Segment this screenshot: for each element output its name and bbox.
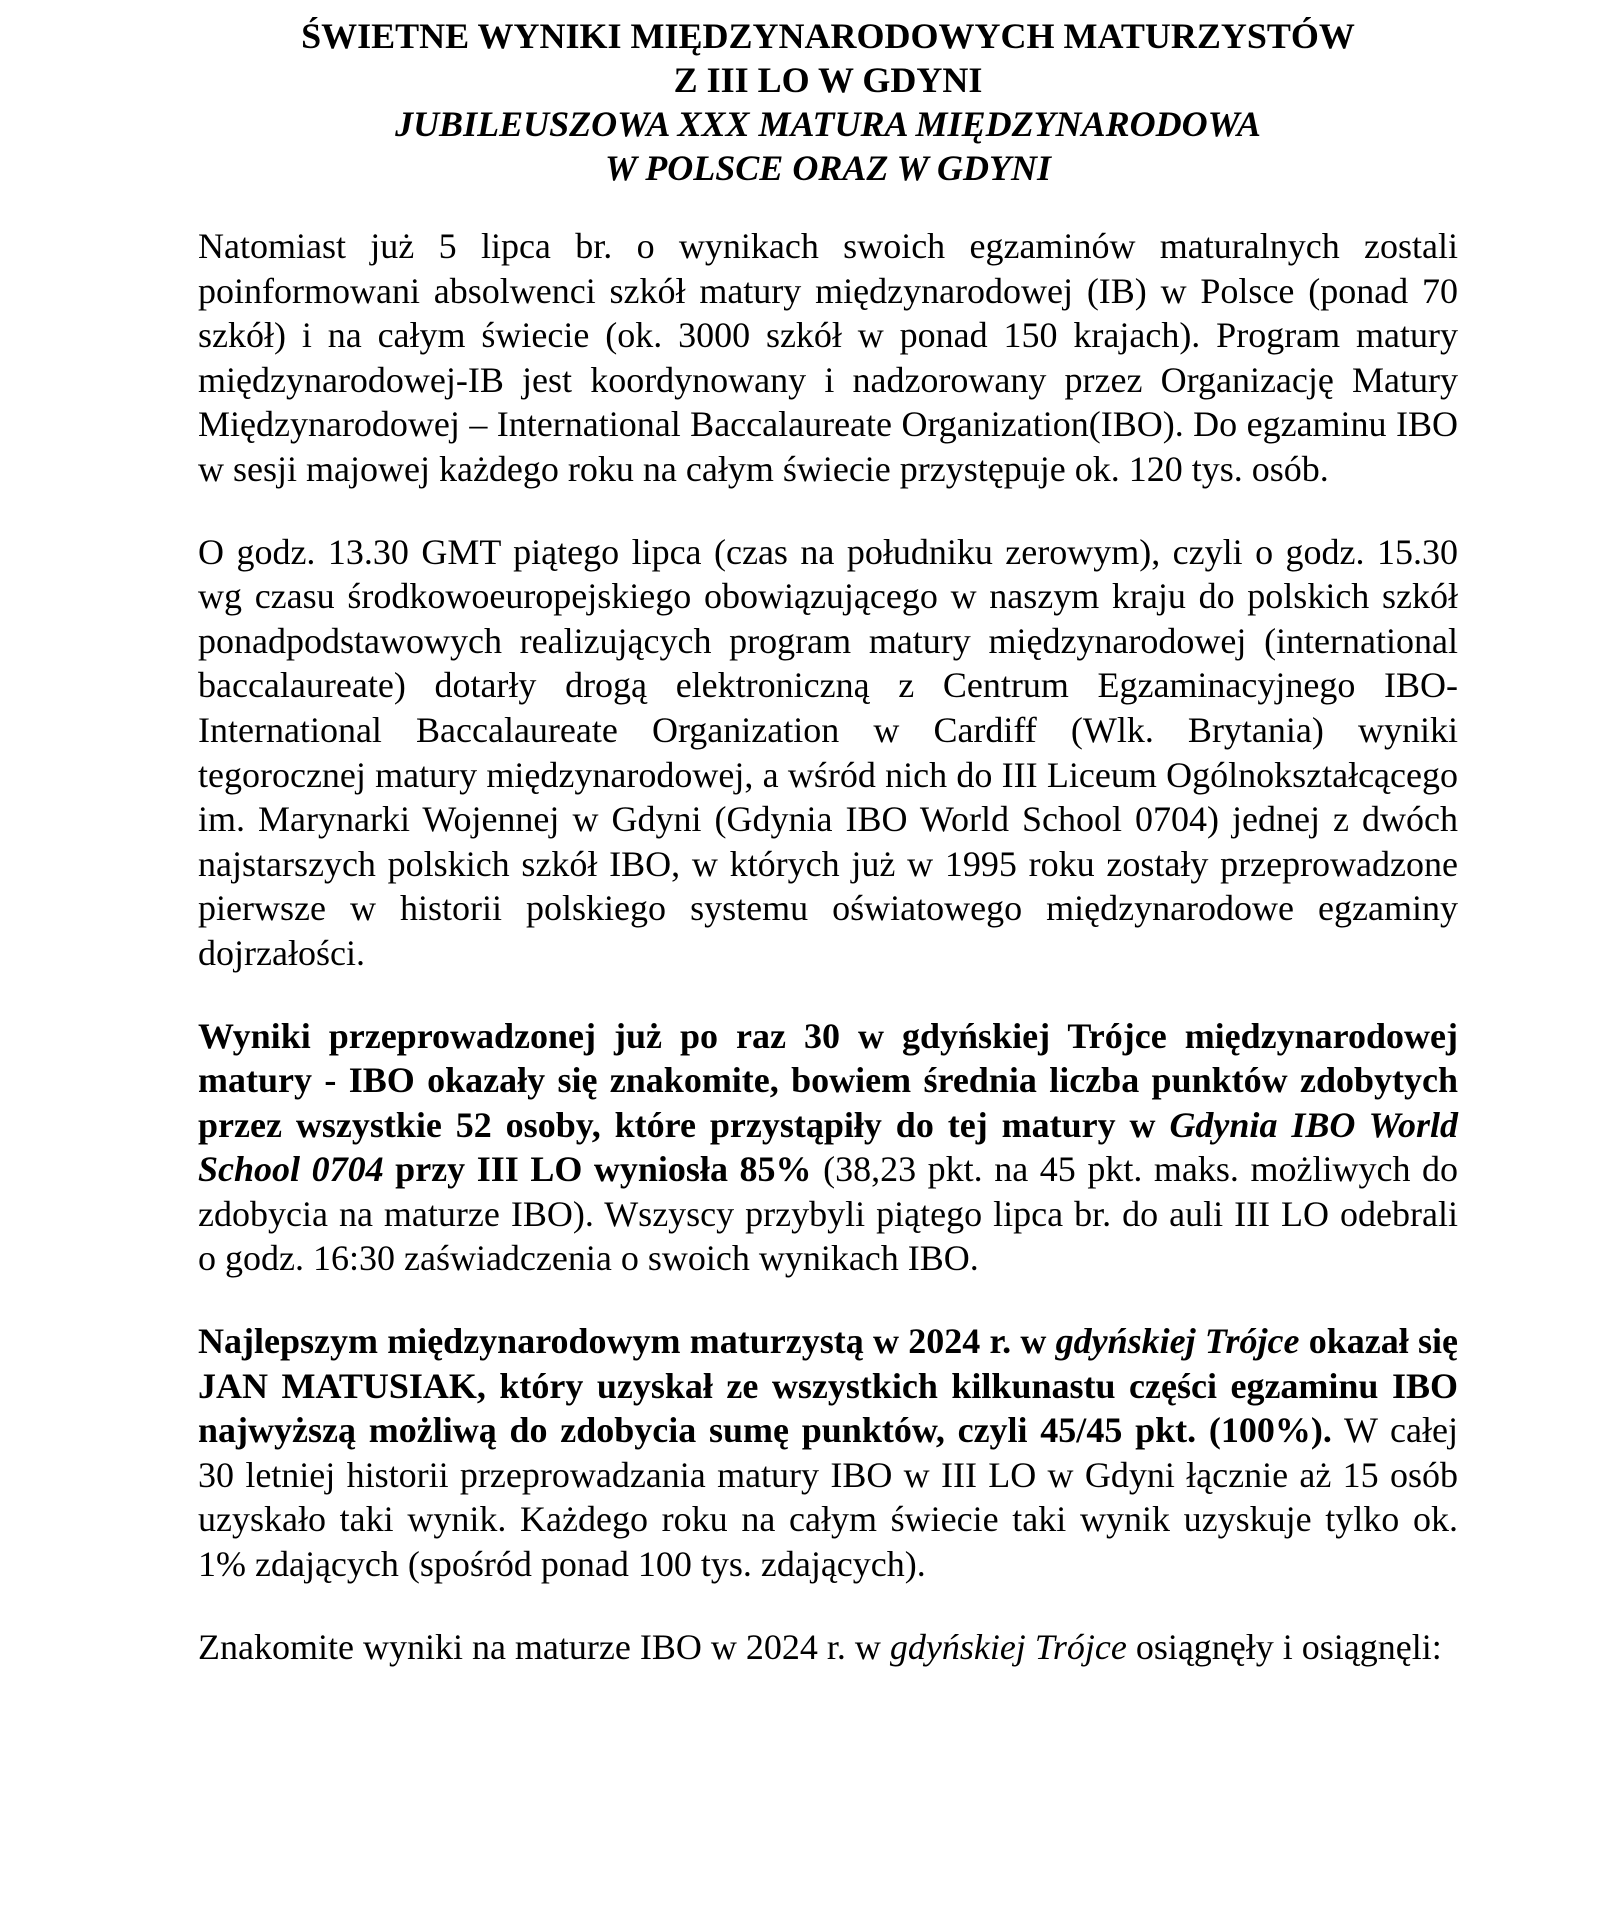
subtitle-line-2: W POLSCE ORAZ W GDYNI — [604, 148, 1052, 188]
paragraph-5-school-nickname: gdyńskiej Trójce — [889, 1626, 1127, 1667]
paragraph-3-bold-a: Wyniki przeprowadzonej już po raz 30 w gdyńskiej Trójce międzynarodowej matury - IBO okazały się znakomite, bowiem średnia liczba punktów zdobytych przez wszystkie 52 osoby, które przystąpiły do tej matury w — [198, 1015, 1458, 1145]
paragraph-4-bold-b: okazał się JAN MATUSIAK, który uzyskał ze wszystkich kilkunastu części egzaminu IBO najwyższą możliwą do zdobycia sumę punktów, czyli 45/45 pkt. (100%). — [198, 1321, 1459, 1451]
paragraph-3-bold-b: przy III LO wyniosła 85% — [395, 1149, 812, 1190]
paragraph-3-normal: (38,23 pkt. na 45 pkt. maks. możliwych do zdobycia na maturze IBO). Wszyscy przybyli piątego lipca br. do auli III LO odebrali o godz. 16:30 zaświadczenia o swoich wynikach IBO. — [198, 1149, 1459, 1279]
paragraph-average-score — [198, 1014, 1458, 1282]
document-header — [198, 14, 1458, 190]
paragraph-4-bold-a: Najlepszym międzynarodowym maturzystą w 2024 r. w — [198, 1321, 1047, 1362]
paragraph-ib-results-announcement — [198, 224, 1458, 492]
paragraph-5-text-a: Znakomite wyniki na maturze IBO w 2024 r. w — [198, 1626, 881, 1667]
title-line-2: Z III LO W GDYNI — [673, 60, 983, 100]
paragraph-3-school-name: Gdynia IBO World School 0704 — [198, 1104, 1458, 1190]
paragraph-results-arrival — [198, 530, 1458, 976]
paragraph-4-school-nickname: gdyńskiej Trójce — [1055, 1321, 1300, 1362]
paragraph-4-normal: W całej 30 letniej historii przeprowadzania matury IBO w III LO w Gdyni łącznie aż 15 osób uzyskało taki wynik. Każdego roku na całym świecie taki wynik uzyskuje tylko ok. 1% zdających (spośród ponad 100 tys. zdających). — [198, 1410, 1458, 1585]
paragraph-excellent-results-intro — [198, 1625, 1458, 1670]
paragraph-2-text: O godz. 13.30 GMT piątego lipca (czas na południku zerowym), czyli o godz. 15.30 wg czasu środkowoeuropejskiego obowiązującego w naszym kraju do polskich szkół ponadpodstawowych realizujących program matury międzynarodowej (international baccalaureate) dotarły drogą elektroniczną z Centrum Egzaminacyjnego IBO-International Baccalaureate Organization w Cardiff (Wlk. Brytania) wyniki tegorocznej matury międzynarodowej, a wśród nich do III Liceum Ogólnokształcącego im. Marynarki Wojennej w Gdyni (Gdynia IBO World School 0704) jednej z dwóch najstarszych polskich szkół IBO, w których już w 1995 roku zostały przeprowadzone pierwsze w historii polskiego systemu oświatowego międzynarodowe egzaminy dojrzałości. — [198, 531, 1458, 973]
document-page — [198, 0, 1458, 1707]
paragraph-1-text: Natomiast już 5 lipca br. o wynikach swoich egzaminów maturalnych zostali poinformowani absolwenci szkół matury międzynarodowej (IB) w Polsce (ponad 70 szkół) i na całym świecie (ok. 3000 szkół w ponad 150 krajach). Program matury międzynarodowej-IB jest koordynowany i nadzorowany przez Organizację Matury Międzynarodowej – International Baccalaureate Organization(IBO). Do egzaminu IBO w sesji majowej każdego roku na całym świecie przystępuje ok. 120 tys. osób. — [198, 226, 1458, 489]
subtitle-line-1: JUBILEUSZOWA XXX MATURA MIĘDZYNARODOWA — [395, 104, 1261, 144]
title-line-1: ŚWIETNE WYNIKI MIĘDZYNARODOWYCH MATURZYSTÓW — [301, 16, 1355, 56]
paragraph-5-text-b: osiągnęły i osiągnęli: — [1135, 1626, 1442, 1667]
paragraph-best-student — [198, 1319, 1458, 1587]
